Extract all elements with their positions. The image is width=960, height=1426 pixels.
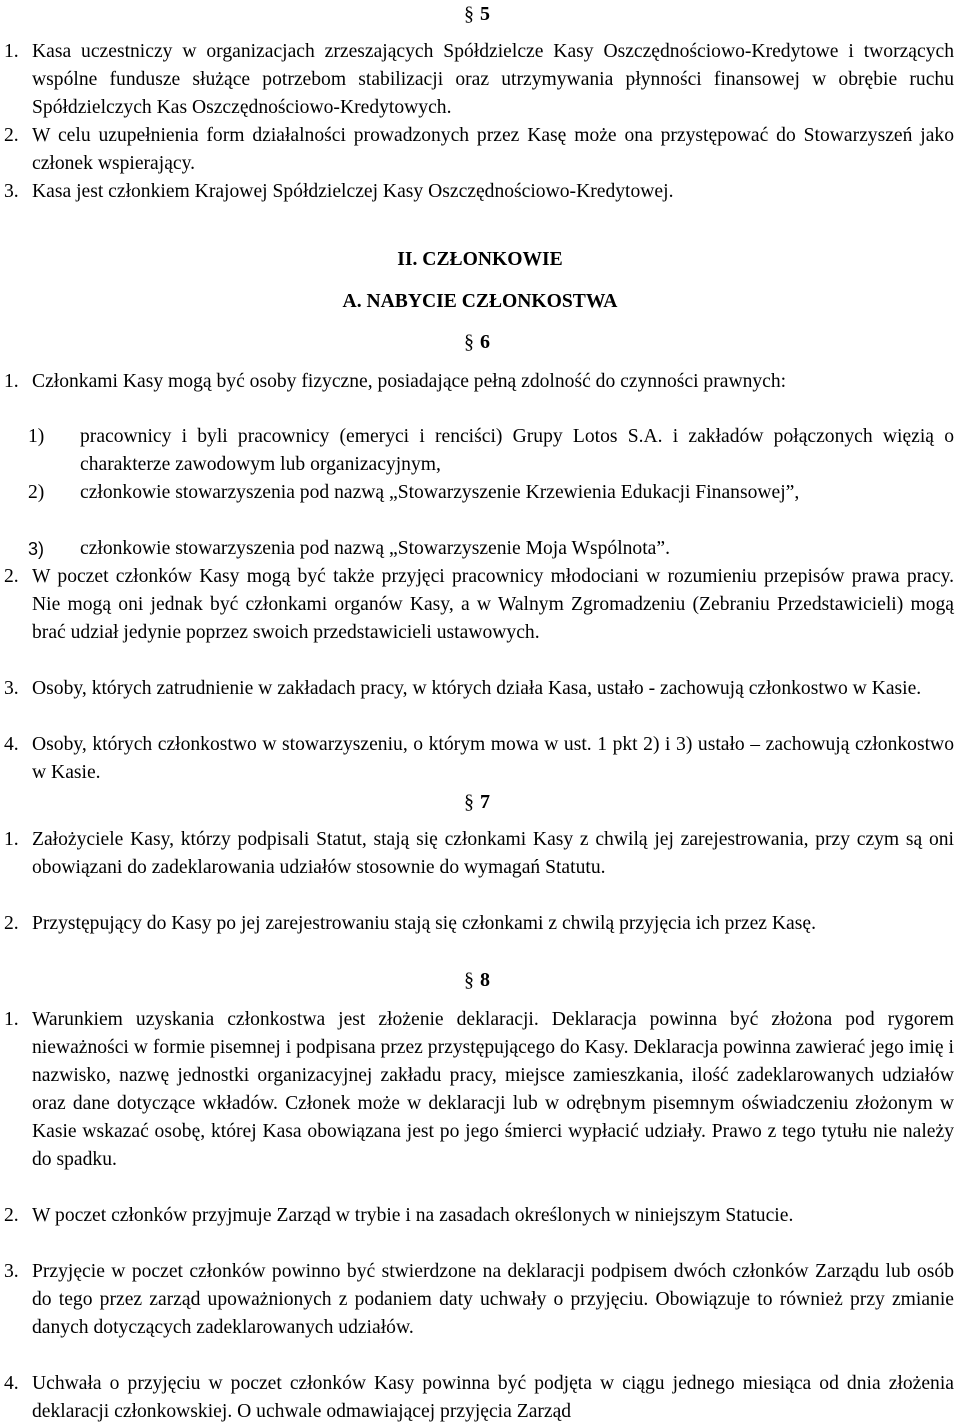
section-symbol: § — [464, 331, 474, 353]
section-7-heading — [464, 788, 490, 816]
section-8-heading — [464, 966, 490, 994]
item-number: 4. — [4, 1373, 19, 1394]
item-number: 1. — [4, 371, 19, 392]
item-number: 1. — [4, 829, 19, 850]
item-text: Osoby, których członkostwo w stowarzyszeniu, o którym mowa w ust. 1 pkt 2) i 3) ustało – zachowują członkostwo w Kasie. — [32, 734, 954, 783]
item-text: Uchwała o przyjęciu w poczet członków Kasy powinna być podjęta w ciągu jednego miesiąca od dnia złożenia deklaracji członkowskiej. O uchwale odmawiającej przyjęcia Zarząd — [32, 1373, 954, 1422]
item-text: W celu uzupełnienia form działalności prowadzonych przez Kasę może ona przystępować do Stowarzyszeń jako członek wspierający. — [32, 125, 954, 174]
item-text: Przystępujący do Kasy po jej zarejestrowaniu stają się członkami z chwilą przyjęcia ich przez Kasę. — [32, 913, 816, 934]
item-number: 1. — [4, 41, 19, 62]
item-text: Osoby, których zatrudnienie w zakładach pracy, w których działa Kasa, ustało - zachowują członkostwo w Kasie. — [32, 678, 922, 699]
section-5-heading — [464, 0, 490, 28]
subitem-number: 1) — [28, 426, 45, 447]
subitem-number: 2) — [28, 482, 45, 503]
section-symbol: § — [464, 969, 474, 991]
item-text: Kasa uczestniczy w organizacjach zrzeszających Spółdzielcze Kasy Oszczędnościowo-Kredytowe i tworzących wspólne fundusze służące potrzebom stabilizacji oraz utrzymywania płynności finansowej w obrębie ruchu Spółdzielczych Kas Oszczędnościowo-Kredytowych. — [32, 41, 954, 118]
section-symbol: § — [464, 791, 474, 813]
section-number: 5 — [480, 3, 490, 25]
item-text: Członkami Kasy mogą być osoby fizyczne, posiadające pełną zdolność do czynności prawnych: — [32, 371, 787, 392]
chapter-title: II. CZŁONKOWIE — [397, 249, 563, 270]
section-symbol: § — [464, 3, 474, 25]
item-number: 2. — [4, 125, 19, 146]
item-number: 3. — [4, 181, 19, 202]
item-number: 3. — [4, 678, 19, 699]
subitem-text: członkowie stowarzyszenia pod nazwą „Stowarzyszenie Krzewienia Edukacji Finansowej”, — [80, 482, 800, 503]
item-number: 3. — [4, 1261, 19, 1282]
section-number: 7 — [480, 791, 490, 813]
item-number: 1. — [4, 1009, 19, 1030]
item-text: Warunkiem uzyskania członkostwa jest złożenie deklaracji. Deklaracja powinna być złożona pod rygorem nieważności w formie pisemnej i podpisana przez przystępującego do Kasy. Deklaracja powinna zawierać jego imię i nazwisko, nazwę jednostki organizacyjnej zakładu pracy, miejsce zamieszkania, ilość zadeklarowanych udziałów oraz dane dotyczące wkładów. Członek może w deklaracji lub w odrębnym pisemnym oświadczeniu złożonym w Kasie wskazać osobę, której Kasa obowiązana jest po jego śmierci wypłacić udziały. Prawo z tego tytułu nie należy do spadku. — [32, 1009, 954, 1170]
item-text: Przyjęcie w poczet członków powinno być stwierdzone na deklaracji podpisem dwóch członków Zarządu lub osób do tego przez zarząd upoważnionych z podaniem daty uchwały o przyjęciu. Obowiązuje to również przy zmianie danych dotyczących zadeklarowanych udziałów. — [32, 1261, 954, 1338]
item-text: W poczet członków Kasy mogą być także przyjęci pracownicy młodociani w rozumieniu przepisów prawa pracy. Nie mogą oni jednak być członkami organów Kasy, a w Walnym Zgromadzeniu (Zebraniu Przedstawicieli) mogą brać udział jedynie poprzez swoich przedstawicieli ustawowych. — [32, 566, 954, 643]
item-number: 2. — [4, 913, 19, 934]
section-number: 6 — [480, 331, 490, 353]
item-text: Kasa jest członkiem Krajowej Spółdzielczej Kasy Oszczędnościowo-Kredytowej. — [32, 181, 674, 202]
item-number: 2. — [4, 1205, 19, 1226]
item-number: 4. — [4, 734, 19, 755]
item-number: 2. — [4, 566, 19, 587]
subchapter-title: A. NABYCIE CZŁONKOSTWA — [342, 291, 618, 312]
subitem-number: 3) — [28, 539, 45, 559]
section-6-heading — [464, 328, 490, 356]
subitem-text: członkowie stowarzyszenia pod nazwą „Stowarzyszenie Moja Wspólnota”. — [80, 538, 670, 559]
item-text: W poczet członków przyjmuje Zarząd w trybie i na zasadach określonych w niniejszym Statucie. — [32, 1205, 794, 1226]
item-text: Założyciele Kasy, którzy podpisali Statut, stają się członkami Kasy z chwilą jej zarejestrowania, przy czym są oni obowiązani do zadeklarowania udziałów stosownie do wymagań Statutu. — [32, 829, 954, 878]
subitem-text: pracownicy i byli pracownicy (emeryci i renciści) Grupy Lotos S.A. i zakładów połączonych więzią o charakterze zawodowym lub organizacyjnym, — [80, 426, 954, 475]
section-number: 8 — [480, 969, 490, 991]
